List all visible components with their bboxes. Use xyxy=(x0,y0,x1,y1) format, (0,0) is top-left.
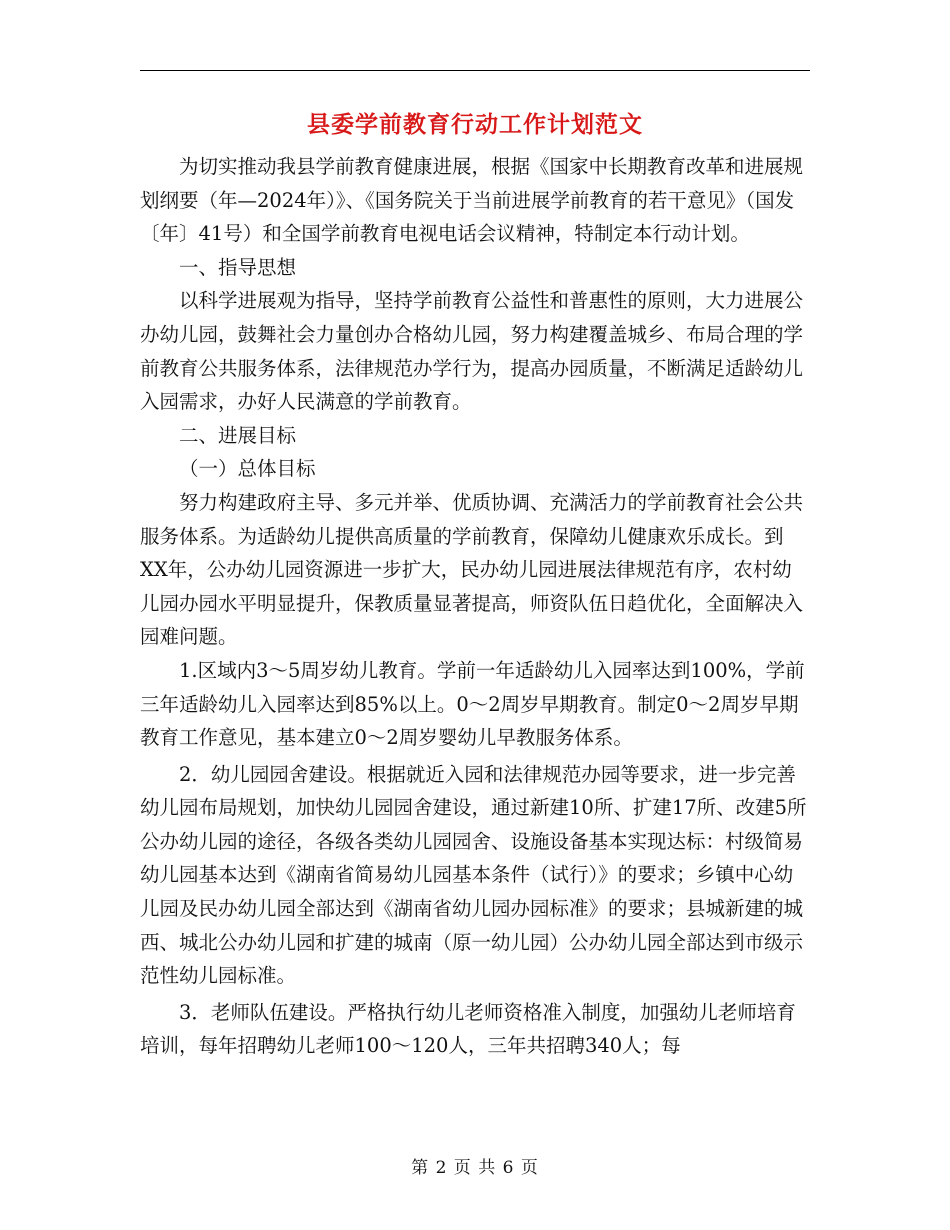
document-title: 县委学前教育行动工作计划范文 xyxy=(307,111,643,138)
page-footer: 第 2 页 共 6 页 xyxy=(411,1158,539,1178)
goal-item-3: 3．老师队伍建设。严格执行幼儿老师资格准入制度，加强幼儿老师培育培训，每年招聘幼儿老师100～120人，三年共招聘340人；每 xyxy=(140,1000,796,1058)
guiding-ideology-paragraph: 以科学进展观为指导，坚持学前教育公益性和普惠性的原则，大力进展公办幼儿园，鼓舞社会力量创办合格幼儿园，努力构建覆盖城乡、布局合理的学前教育公共服务体系，法律规范办学行为，提高办园质量，不断满足适龄幼儿入园需求，办好人民满意的学前教育。 xyxy=(140,289,804,414)
overall-goals-paragraph: 努力构建政府主导、多元并举、优质协调、充满活力的学前教育社会公共服务体系。为适龄幼儿提供高质量的学前教育，保障幼儿健康欢乐成长。到XX年，公办幼儿园资源进一步扩大，民办幼儿园进展法律规范有序，农村幼儿园办园水平明显提升，保教质量显著提高，师资队伍日趋优化，全面解决入园难问题。 xyxy=(140,490,804,649)
subsection-heading-overall-goals: （一）总体目标 xyxy=(179,457,316,481)
intro-paragraph: 为切实推动我县学前教育健康进展，根据《国家中长期教育改革和进展规划纲要（年—2024年）》、《国务院关于当前进展学前教育的若干意见》（国发〔年〕41号）和全国学前教育电视电话会议精神，特制定本行动计划。 xyxy=(140,155,804,246)
header-rule xyxy=(140,70,810,71)
document-body xyxy=(140,150,810,1063)
goal-item-1: 1.区域内3～5周岁幼儿教育。学前一年适龄幼儿入园率达到100%，学前三年适龄幼儿入园率达到85%以上。0～2周岁早期教育。制定0～2周岁早期教育工作意见，基本建立0～2周岁婴幼儿早教服务体系。 xyxy=(140,658,805,750)
goal-item-2: 2．幼儿园园舍建设。根据就近入园和法律规范办园等要求，进一步完善幼儿园布局规划，加快幼儿园园舍建设，通过新建10所、扩建17所、改建5所公办幼儿园的途径，各级各类幼儿园园舍、设施设备基本实现达标：村级简易幼儿园基本达到《湖南省简易幼儿园基本条件（试行）》的要求；乡镇中心幼儿园及民办幼儿园全部达到《湖南省幼儿园办园标准》的要求；县城新建的城西、城北公办幼儿园和扩建的城南（原一幼儿园）公办幼儿园全部达到市级示范性幼儿园标准。 xyxy=(140,762,807,988)
section-heading-development-goals: 二、进展目标 xyxy=(179,423,297,447)
section-heading-guiding-ideology: 一、指导思想 xyxy=(179,255,297,279)
